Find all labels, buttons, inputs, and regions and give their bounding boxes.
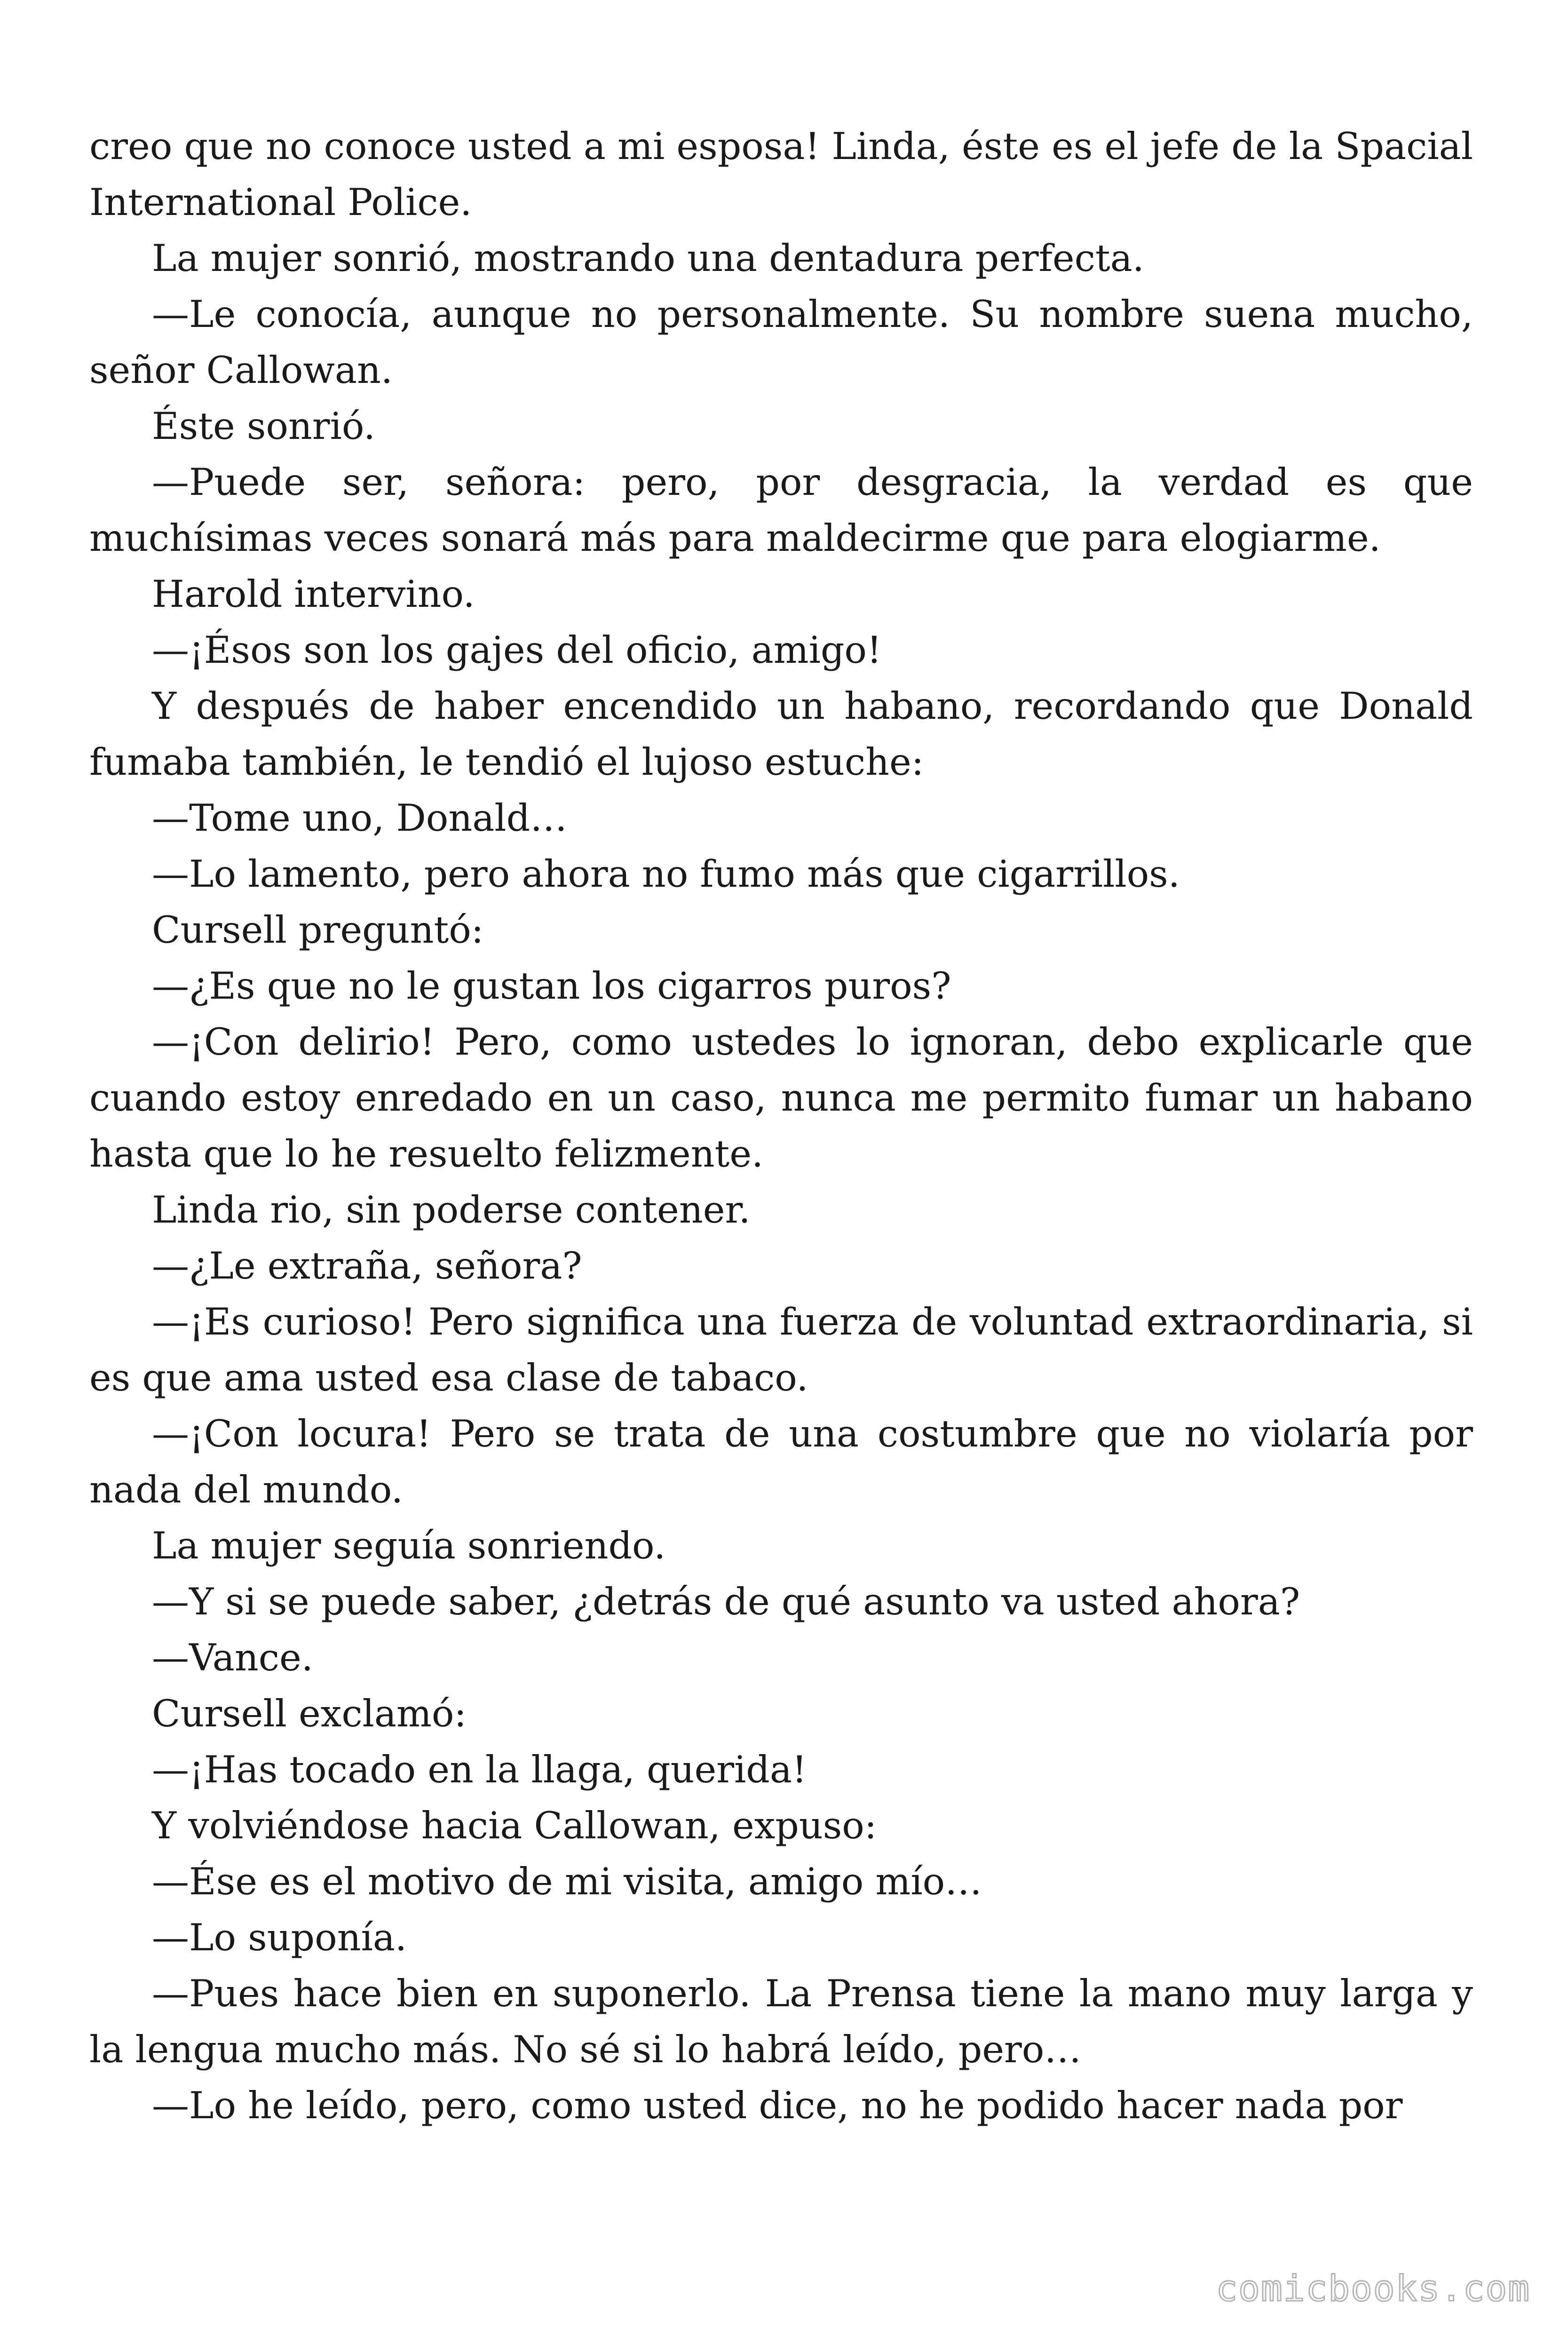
paragraph: —Tome uno, Donald… [152,796,568,840]
paragraph: —Pues hace bien en suponerlo. La Prensa tiene la mano muy larga y la lengua mucho más. No sé si lo habrá leído, pero… [89,1972,1473,2071]
paragraph: Éste sonrió. [152,405,376,448]
paragraph: —Lo lamento, pero ahora no fumo más que cigarrillos. [152,852,1180,896]
watermark-logo: comicbooks.com [1216,2267,1530,2309]
paragraph: Harold intervino. [152,572,475,616]
paragraph: —Puede ser, señora: pero, por desgracia, la verdad es que muchísimas veces sonará más para maldecirme que para elogiarme. [89,461,1473,560]
paragraph: —¡Con locura! Pero se trata de una costumbre que no violaría por nada del mundo. [89,1412,1473,1511]
paragraph: —¡Ésos son los gajes del oficio, amigo! [152,628,882,672]
paragraph: Cursell preguntó: [152,908,484,952]
paragraph: —Y si se puede saber, ¿detrás de qué asunto va usted ahora? [152,1580,1300,1623]
paragraph-continued: creo que no conoce usted a mi esposa! Linda, éste es el jefe de la Spacial International Police. [89,125,1473,224]
paragraph: —Ése es el motivo de mi visita, amigo mío… [152,1860,982,1903]
paragraph: —¡Con delirio! Pero, como ustedes lo ignoran, debo explicarle que cuando estoy enredado en un caso, nunca me permito fumar un habano hasta que lo he resuelto felizmente. [89,1020,1473,1176]
paragraph: —¿Es que no le gustan los cigarros puros? [152,964,951,1008]
paragraph: —Le conocía, aunque no personalmente. Su nombre suena mucho, señor Callowan. [89,293,1473,392]
paragraph: —¿Le extraña, señora? [152,1244,582,1287]
paragraph: —¡Has tocado en la llaga, querida! [152,1748,807,1791]
paragraph: —Lo suponía. [152,1916,407,1959]
paragraph: Y volviéndose hacia Callowan, expuso: [152,1804,877,1847]
paragraph: La mujer seguía sonriendo. [152,1524,666,1567]
paragraph: Y después de haber encendido un habano, recordando que Donald fumaba también, le tendió el lujoso estuche: [89,684,1473,784]
paragraph-continues: —Lo he leído, pero, como usted dice, no he podido hacer nada por [152,2084,1403,2127]
paragraph: —Vance. [152,1636,313,1679]
paragraph: La mujer sonrió, mostrando una dentadura perfecta. [152,237,1144,280]
paragraph: Linda rio, sin poderse contener. [152,1188,751,1232]
paragraph: Cursell exclamó: [152,1692,467,1735]
body-text [89,119,1473,2134]
paragraph: —¡Es curioso! Pero significa una fuerza de voluntad extraordinaria, si es que ama usted esa clase de tabaco. [89,1300,1473,1399]
